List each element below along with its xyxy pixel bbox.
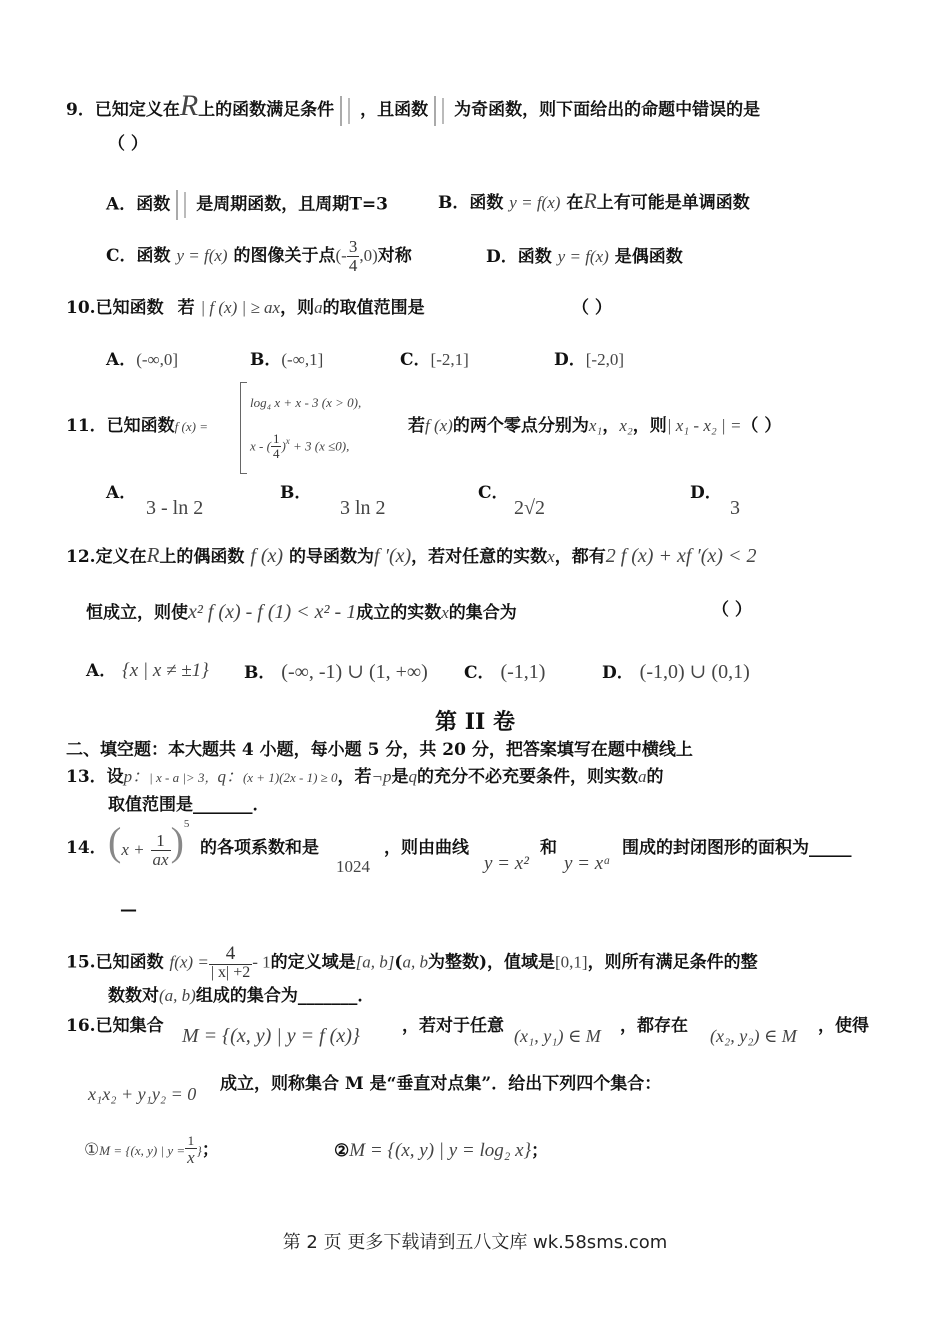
q11-option-b-value: 3 ln 2 bbox=[340, 497, 386, 519]
q11-stem: 11．已知函数f (x) = bbox=[66, 416, 208, 436]
q16-set-m: M = {(x, y) | y = f (x)} bbox=[182, 1025, 360, 1047]
fraction: $\frac{1}{ax}$ bbox=[152, 831, 169, 869]
q16-set-1: ①M = {(x, y) | y = $\frac{1}{x}$ }； bbox=[84, 1133, 219, 1167]
q16-stem-c: ，都存在 bbox=[620, 1016, 688, 1036]
garbled-formula-image bbox=[334, 94, 360, 128]
q10-option-c: C．[-2,1] bbox=[400, 350, 469, 370]
q11-case-2: x - ( $\frac{1}{4}$ )$^x$ + 3 (x ≤0), bbox=[250, 431, 350, 461]
q14-stem: 14． bbox=[66, 838, 107, 858]
q9-paren: （ ） bbox=[108, 134, 148, 154]
q15-line-2: 数数对(a, b)组成的集合为_______． bbox=[108, 986, 375, 1006]
q10-option-b: B．(-∞,1] bbox=[250, 350, 324, 370]
q9-option-b: B．函数 y = f(x) 在R上有可能是单调函数 bbox=[438, 188, 750, 213]
q10-option-a: A．(-∞,0] bbox=[106, 350, 179, 370]
q9-option-a: A．函数 是周期函数，且周期T=3 bbox=[106, 188, 388, 222]
section-heading: 二、填空题：本大题共 4 小题，每小题 5 分，共 20 分，把答案填写在题中横线上 bbox=[66, 740, 693, 760]
piecewise-brace bbox=[240, 382, 247, 474]
q15-stem: 15.已知函数 f(x) = $\frac{4}{| x| +2}$ - 1的定义域是[a, b](a, b为整数)，值域是[0,1]，则所有满足条件的整 bbox=[66, 943, 758, 981]
q11-option-c-value: 2√2 bbox=[514, 497, 545, 519]
q10-option-d: D．[-2,0] bbox=[554, 350, 624, 370]
fraction: $\frac{1}{x}$ bbox=[187, 1133, 195, 1167]
q14-line-2: — bbox=[120, 900, 137, 920]
q12-option-d: D． (-1,0) ∪ (0,1) bbox=[602, 661, 750, 683]
q14-stem-b: 的各项系数和是 bbox=[200, 838, 319, 858]
fraction: $\frac{4}{| x| +2}$ bbox=[210, 943, 251, 981]
q16-line-2: 成立，则称集合 M 是“垂直对点集”．给出下列四个集合： bbox=[220, 1074, 662, 1094]
q14-curve-1: y = x² bbox=[484, 853, 529, 874]
q11-option-d-value: 3 bbox=[730, 497, 740, 519]
q12-line-2: 恒成立，则使x² f (x) - f (1) < x² - 1成立的实数x的集合为 bbox=[86, 601, 517, 623]
q9-option-c: C．函数 y = f(x) 的图像关于点(- $\frac{3}{4}$ ,0)对称 bbox=[106, 237, 412, 275]
q16-stem: 16.已知集合 bbox=[66, 1016, 164, 1036]
q14-stem-d: 和 bbox=[540, 838, 557, 858]
q16-stem-d: ，使得 bbox=[818, 1016, 869, 1036]
q14-value: 1024 bbox=[336, 857, 370, 876]
garbled-formula-image bbox=[428, 94, 454, 128]
q16-condition: x₁x₂ + y₁y₂ = 0 bbox=[88, 1084, 197, 1104]
q16-stem-b: ，若对于任意 bbox=[402, 1016, 504, 1036]
garbled-formula-image bbox=[170, 188, 196, 222]
q14-stem-c: ，则由曲线 bbox=[384, 838, 469, 858]
fraction: $\frac{1}{4}$ bbox=[272, 431, 280, 461]
page-footer: 第 2 页 更多下载请到五八文库 wk.58sms.com bbox=[282, 1232, 668, 1253]
q11-case-1: log₄ x + x - 3 (x > 0), bbox=[250, 395, 362, 410]
q16-point-2: (x₂, y₂) ∈ M bbox=[710, 1026, 797, 1046]
q10-stem: 10.已知函数 若 | f (x) | ≥ ax，则a的取值范围是 bbox=[66, 298, 425, 318]
q11-option-b-label: B． bbox=[280, 483, 312, 503]
q16-set-2: ②M = {(x, y) | y = log₂ x}； bbox=[334, 1140, 549, 1161]
q13-stem: 13．设p：| x - a |> 3，q：(x + 1)(2x - 1) ≥ 0，若¬p是q的充分不必充要条件，则实数a的 bbox=[66, 767, 664, 787]
q10-paren: （ ） bbox=[572, 298, 612, 318]
q11-stem-b: 若f (x)的两个零点分别为x₁，x₂，则| x₁ - x₂ | =（ ） bbox=[408, 416, 782, 436]
q12-paren: （ ） bbox=[712, 600, 752, 620]
q9-stem: 9．已知定义在R上的函数满足条件 ，且函数 为奇函数，则下面给出的命题中错误的是 bbox=[66, 88, 760, 128]
q16-point-1: (x₁, y₁) ∈ M bbox=[514, 1026, 601, 1046]
fraction: $\frac{3}{4}$ bbox=[348, 237, 358, 275]
q12-stem: 12.定义在R上的偶函数 f (x) 的导函数为f ′(x)，若对任意的实数x，都有2 f (x) + xf ′(x) < 2 bbox=[66, 543, 757, 567]
q14-curve-2: y = xᵃ bbox=[564, 853, 611, 874]
q13-line-2: 取值范围是_______． bbox=[108, 795, 270, 815]
q9-option-d: D．函数 y = f(x) 是偶函数 bbox=[486, 247, 683, 267]
q11-option-d-label: D． bbox=[690, 483, 722, 503]
q11-option-a-value: 3 - ln 2 bbox=[146, 497, 204, 519]
q11-option-c-label: C． bbox=[478, 483, 509, 503]
section-title: 第 II 卷 bbox=[435, 709, 515, 735]
q12-option-c: C． (-1,1) bbox=[464, 661, 546, 683]
q14-expression: (x + $\frac{1}{ax}$ )$^5$ bbox=[108, 818, 190, 869]
q14-stem-e: 围成的封闭图形的面积为_____ bbox=[622, 838, 852, 858]
q11-option-a-label: A． bbox=[106, 483, 137, 503]
q12-option-b: B． (-∞, -1) ∪ (1, +∞) bbox=[244, 661, 428, 683]
q12-option-a: A． {x | x ≠ ±1} bbox=[86, 660, 209, 681]
